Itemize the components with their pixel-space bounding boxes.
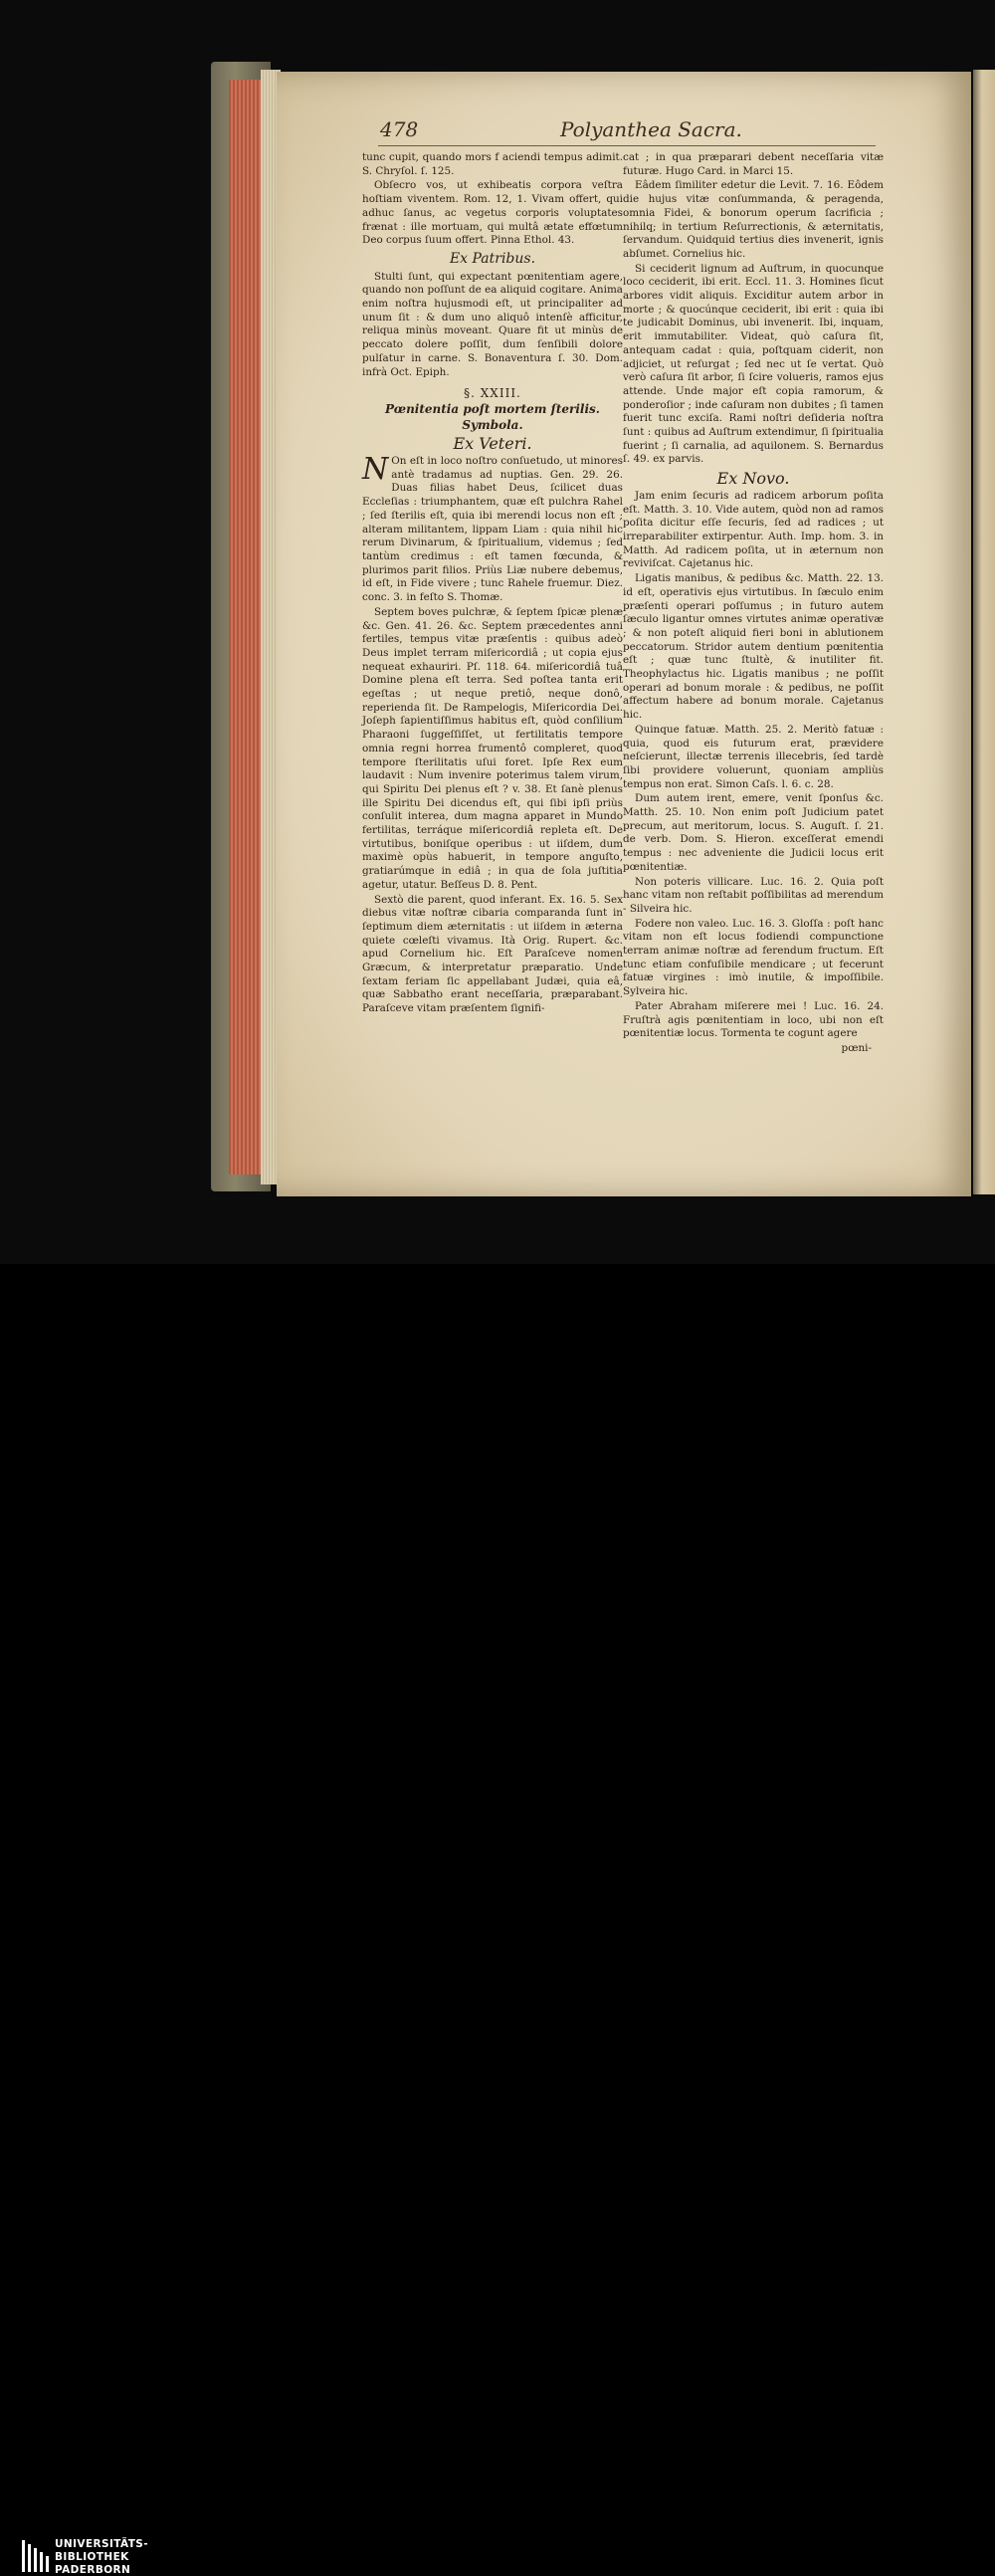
logo-text-line2: BIBLIOTHEK xyxy=(55,2551,129,2563)
heading-ex-novo: Ex Novo. xyxy=(716,469,790,489)
paragraph: tunc cupit, quando mors f aciendi tempus adimit. S. Chryſol. ſ. 125. xyxy=(362,151,623,177)
logo-text-line1: UNIVERSITÄTS- xyxy=(55,2538,149,2550)
facing-page-edge xyxy=(973,70,995,1194)
paragraph: Ligatis manibus, & pedibus &c. Matth. 22. 13. id eſt, operativis ejus virtutibus. In ſæculo enim præſenti operari poſſumus ; in futuro autem ſæculo ligantur omnes virtutes animæ operativæ ; & non poteſt aliquid fieri boni in ablutionem peccatorum. Stridor autem dentium pœnitentia eſt ; quæ tunc ſtultè, & inutiliter fit. Theophylactus hic. Ligatis manibus ; ne poſſit operari ad bonum morale : & pedibus, ne poſſit affectum habere ad bonum morale. Cajetanus hic. xyxy=(623,572,884,722)
library-footer xyxy=(0,1264,995,2576)
left-column xyxy=(362,151,623,1017)
paragraph: Non poteris villicare. Luc. 16. 2. Quia poſt hanc vitam non reſtabit poſſibilitas ad merendum - Silveira hic. xyxy=(623,875,884,915)
heading-ex-patribus: Ex Patribus. xyxy=(449,250,536,267)
paragraph: Obſecro vos, ut exhibeatis corpora veſtra hoſtiam viventem. Rom. 12, 1. Vivam offert, qui adhuc ſanus, ac vegetus corporis voluptates frænat : ille mortuam, qui multâ ætate effœtum Deo corpus ſuum offert. Pinna Ethol. 43. xyxy=(362,179,623,247)
paragraph-with-dropcap xyxy=(362,452,623,605)
paragraph: Sextò die parent, quod inferant. Ex. 16. 5. Sex diebus vitæ noſtræ cibaria comparanda ſunt in ſeptimum diem æternitatis : ut iiſdem in æterna quiete cœleſti vivamus. Ità Orig. Rupert. &c. apud Cornelium hic. Eſt Paraſceve nomen Græcum, & interpretatur præparatio. Unde ſextam feriam ſic appellabant Judæi, quia eâ, quæ Sabbatho erant neceſſaria, præparabant. Paraſceve vitam præſentem ſignifi- xyxy=(362,893,623,1015)
heading-ex-veteri: Ex Veteri. xyxy=(453,434,532,454)
paragraph: Septem boves pulchræ, & ſeptem ſpicæ plenæ &c. Gen. 41. 26. &c. Septem præcedentes anni fertiles, tempus vitæ præſentis : quibus adeò Deus implet terram miſericordiâ ; ut copia ejus nequeat exhauriri. Pſ. 118. 64. miſericordiâ tuâ Domine plena eſt terra. Sed poſtea tanta erit egeſtas ; ut neque pretiô, neque donô, reperienda ſit. De Rampelogis, Miſericordia Dei. Joſeph ſapientiſſimus habitus eſt, quòd conſilium Pharaoni ſuggeſſiſſet, ut fertilitatis tempore omnia regni horrea frumentô compleret, quod tempore ſterilitatis uſui foret. Ipſe Rex eum laudavit : Num invenire poterimus talem virum, qui Spiritu Dei plenus eſt ? v. 38. Et ſanè plenus ille Spiritu Dei dicendus eſt, qui ſibi ipſi priùs conſulit interea, dum magna apparet in Mundo fertilitas, terráque miſericordiâ repleta eſt. De virtutibus, boniſque operibus : ut iiſdem, dum maximè opùs habuerit, in tempore anguſto, gratiarúmque in ediâ ; in qua de ſola juſtitia agetur, utatur. Beſſeus D. 8. Pent. xyxy=(362,605,623,891)
paragraph: Eâdem ſimiliter edetur die Levit. 7. 16. Eôdem die hujus vitæ conſummanda, & peragenda, omnia Fidei, & bonorum operum ſacrificia ; nihilq; in tertium Reſurrectionis, & æternitatis, ſervandum. Quidquid tertius dies invenerit, ignis abſumet. Cornelius hic. xyxy=(623,179,884,260)
paragraph: Quinque fatuæ. Matth. 25. 2. Meritò fatuæ : quia, quod eis futurum erat, prævidere neſcierunt, illectæ terrenis illecebris, ſed tardè ſibi providere voluerunt, quoniam ampliùs tempus non erat. Simon Caſs. l. 6. c. 28. xyxy=(623,723,884,790)
scan-background xyxy=(0,0,995,1264)
header-rule xyxy=(378,145,876,146)
paragraph-text: On eſt in loco noſtro conſuetudo, ut minores antè tradamus ad nuptias. Gen. 29. 26. Duas filias habet Deus, ſcilicet duas Eccleſias : triumphantem, quæ eſt pulchra Rahel ; ſed ſterilis eſt, quia ibi merendi locus non eſt ; alteram militantem, lippam Liam : quia nihil hic rerum Divinarum, & ſpiritualium, videmus ; ſed tantùm credimus : eſt tamen fœcunda, & plurimos parit filios. Priùs Liæ nubere debemus, id eſt, in Fide vivere ; tunc Rahele fruemur. Diez. conc. 3. in feſto S. Thomæ. xyxy=(362,455,623,604)
paragraph: Fodere non valeo. Luc. 16. 3. Gloſſa : poſt hanc vitam non eſt locus fodiendi compunctione terram animæ noſtræ ad ferendum fructum. Eſt tunc etiam confuſibile mendicare ; ut fecerunt fatuæ virgines : imò inutile, & impoſſibile. Sylveira hic. xyxy=(623,917,884,998)
drop-cap: N xyxy=(362,452,389,488)
section-subtitle: Symbola. xyxy=(462,417,523,432)
logo-text-line3: PADERBORN xyxy=(55,2564,131,2576)
university-logo-icon xyxy=(20,2538,50,2574)
running-head: Polyanthea Sacra. xyxy=(560,117,742,141)
page-number: 478 xyxy=(380,117,419,141)
paragraph: Dum autem irent, emere, venit ſponſus &c. Matth. 25. 10. Non enim poſt Judicium patet precum, aut meritorum, locus. S. Auguſt. ſ. 21. de verb. Dom. S. Hieron. exceſſerat emendi tempus : nec adveniente die Judicii locus erit pœnitentiæ. xyxy=(623,792,884,873)
paragraph: cat ; in qua præparari debent neceſſaria vitæ futuræ. Hugo Card. in Marci 15. xyxy=(623,151,884,177)
section-title: Pœnitentia poſt mortem ſterilis. xyxy=(385,401,600,416)
right-column xyxy=(623,151,884,1057)
paragraph: Stulti ſunt, qui expectant pœnitentiam agere, quando non poſſunt de ea aliquid cogitare. Anima enim noſtra hujusmodi eſt, ut principaliter ad unum ſit : & dum uno aliquô intenſè afficitur, reliqua minùs moveant. Quare fit ut minùs de peccato dolere poſſit, dum ſenſibili dolore pulſatur in carne. S. Bonaventura ſ. 30. Dom. infrà Oct. Epiph. xyxy=(362,270,623,378)
paragraph: Pater Abraham miſerere mei ! Luc. 16. 24. Fruſtrà agis pœnitentiam in loco, ubi non eſt pœnitentiæ locus. Tormenta te cogunt agere xyxy=(623,999,884,1040)
paragraph: Jam enim ſecuris ad radicem arborum poſita eſt. Matth. 3. 10. Vide autem, quòd non ad ramos poſita dicitur eſſe ſecuris, ſed ad radices ; ut irreparabiliter extirpentur. Auth. Imp. hom. 3. in Matth. Ad radicem poſita, ut in æternum non reviviſcat. Cajetanus hic. xyxy=(623,489,884,570)
catchword: pœni- xyxy=(841,1042,872,1054)
section-number: §. XXIII. xyxy=(464,386,521,401)
paragraph: Si ceciderit lignum ad Auſtrum, in quocunque loco ceciderit, ibi erit. Eccl. 11. 3. Homines ſicut arbores vidit aliquis. Exciditur autem arbor in morte ; & quocúnque ceciderit, ibi erit : quia ibi te judicabit Dominus, ubi invenerit. Ibi, inquam, erit immutabiliter. Videat, quò caſura ſit, antequam cadat : quia, poſtquam ciderit, non adjiciet, ut reſurgat ; ſed nec ut ſe vertat. Quò verò caſura ſit arbor, ſi ſcire volueris, ramos ejus attende. Unde major eſt copia ramorum, & ponderoſior ; inde caſuram non dubites ; ſi tamen fuerit tunc exciſa. Rami noſtri deſideria noſtra ſunt : quibus ad Auſtrum extendimur, ſi ſpiritualia fuerint ; ſi carnalia, ad aquilonem. S. Bernardus ſ. 49. ex parvis. xyxy=(623,262,884,466)
